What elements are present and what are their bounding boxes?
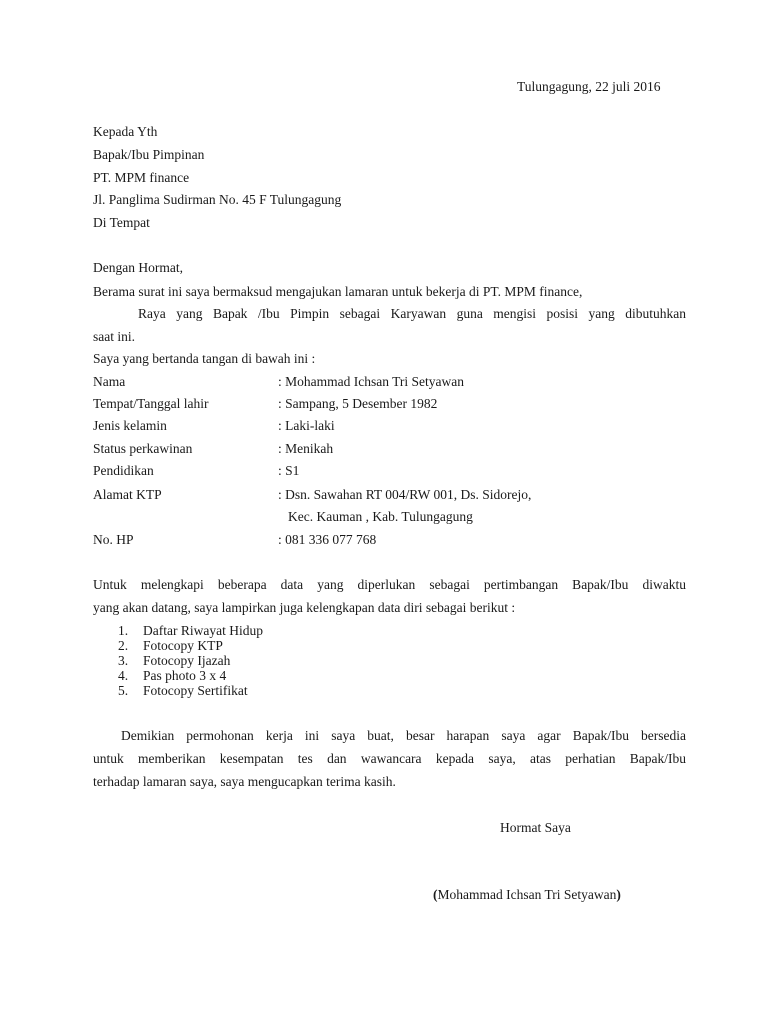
- attachment-number: 3.: [118, 653, 129, 668]
- attach-intro-line-1: Untuk melengkapi beberapa data yang diperlukan sebagai pertimbangan Bapak/Ibu diwaktu: [93, 577, 686, 592]
- field-value-alamat-2: Kec. Kauman , Kab. Tulungagung: [288, 509, 473, 524]
- attachment-item: Fotocopy KTP: [143, 638, 223, 653]
- field-label-status: Status perkawinan: [93, 441, 193, 456]
- intro-line-3: saat ini.: [93, 329, 135, 344]
- closing-line-2: untuk memberikan kesempatan tes dan wawancara kepada saya, atas perhatian Bapak/Ibu: [93, 751, 686, 766]
- recipient-line-1: Kepada Yth: [93, 124, 158, 139]
- attachment-item: Daftar Riwayat Hidup: [143, 623, 263, 638]
- declaration: Saya yang bertanda tangan di bawah ini :: [93, 351, 316, 366]
- intro-line-2: Raya yang Bapak /Ibu Pimpin sebagai Karyawan guna mengisi posisi yang dibutuhkan: [138, 306, 686, 321]
- attachment-number: 1.: [118, 623, 129, 638]
- intro-line-1: Berama surat ini saya bermaksud mengajukan lamaran untuk bekerja di PT. MPM finance,: [93, 284, 583, 299]
- field-label-alamat: Alamat KTP: [93, 487, 162, 502]
- field-value-ttl: : Sampang, 5 Desember 1982: [278, 396, 438, 411]
- attachment-number: 2.: [118, 638, 129, 653]
- field-value-hp: : 081 336 077 768: [278, 532, 377, 547]
- signature-name: Mohammad Ichsan Tri Setyawan: [437, 887, 617, 902]
- recipient-line-4: Jl. Panglima Sudirman No. 45 F Tulungagung: [93, 192, 342, 207]
- field-label-nama: Nama: [93, 374, 126, 389]
- recipient-line-2: Bapak/Ibu Pimpinan: [93, 147, 205, 162]
- closing-line-1: Demikian permohonan kerja ini saya buat, besar harapan saya agar Bapak/Ibu bersedia: [121, 728, 686, 743]
- field-label-pendidikan: Pendidikan: [93, 463, 154, 478]
- closing-line-3: terhadap lamaran saya, saya mengucapkan terima kasih.: [93, 774, 396, 789]
- field-value-nama: : Mohammad Ichsan Tri Setyawan: [278, 374, 464, 389]
- field-label-ttl: Tempat/Tanggal lahir: [93, 396, 209, 411]
- field-label-jenis-kelamin: Jenis kelamin: [93, 418, 167, 433]
- signature-block: [433, 887, 621, 903]
- attachment-item: Fotocopy Ijazah: [143, 653, 231, 668]
- greeting: Dengan Hormat,: [93, 260, 183, 275]
- recipient-line-5: Di Tempat: [93, 215, 150, 230]
- attachment-item: Fotocopy Sertifikat: [143, 683, 248, 698]
- attachment-number: 4.: [118, 668, 129, 683]
- place-date: Tulungagung, 22 juli 2016: [517, 79, 661, 94]
- field-value-pendidikan: : S1: [278, 463, 300, 478]
- recipient-line-3: PT. MPM finance: [93, 170, 190, 185]
- field-value-alamat: : Dsn. Sawahan RT 004/RW 001, Ds. Sidorejo,: [278, 487, 532, 502]
- signature-close-paren: ): [616, 887, 621, 902]
- field-value-status: : Menikah: [278, 441, 334, 456]
- attach-intro-line-2: yang akan datang, saya lampirkan juga kelengkapan data diri sebagai berikut :: [93, 600, 516, 615]
- field-label-hp: No. HP: [93, 532, 134, 547]
- field-value-jenis-kelamin: : Laki-laki: [278, 418, 335, 433]
- attachment-number: 5.: [118, 683, 129, 698]
- signoff: Hormat Saya: [500, 820, 571, 835]
- signature-open-paren: (: [433, 887, 438, 902]
- attachment-item: Pas photo 3 x 4: [143, 668, 227, 683]
